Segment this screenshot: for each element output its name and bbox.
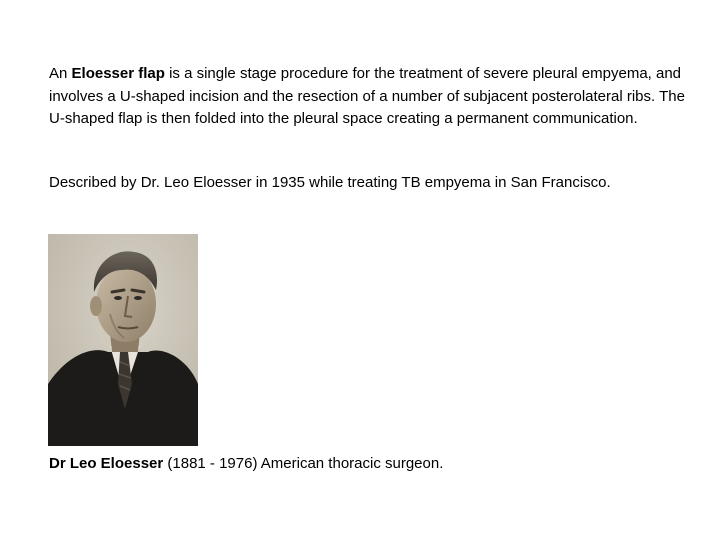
photo-caption — [49, 453, 689, 476]
description-paragraph — [49, 63, 689, 131]
caption-name: Dr Leo Eloesser — [49, 455, 164, 472]
paragraph-body: is a single stage procedure for the treatment of severe pleural empyema, and involves a U-shaped incision and the resection of a number of subjacent posterolateral ribs. The U-shaped flap is then folded into the pleural space creating a permanent communication. — [49, 65, 685, 127]
paragraph-lead: An — [49, 65, 72, 82]
caption-text: (1881 - 1976) American thoracic surgeon. — [163, 455, 444, 472]
term-eloesser-flap: Eloesser flap — [71, 65, 165, 82]
portrait-photo — [48, 234, 198, 446]
history-paragraph: Described by Dr. Leo Eloesser in 1935 while treating TB empyema in San Francisco. — [49, 174, 611, 191]
